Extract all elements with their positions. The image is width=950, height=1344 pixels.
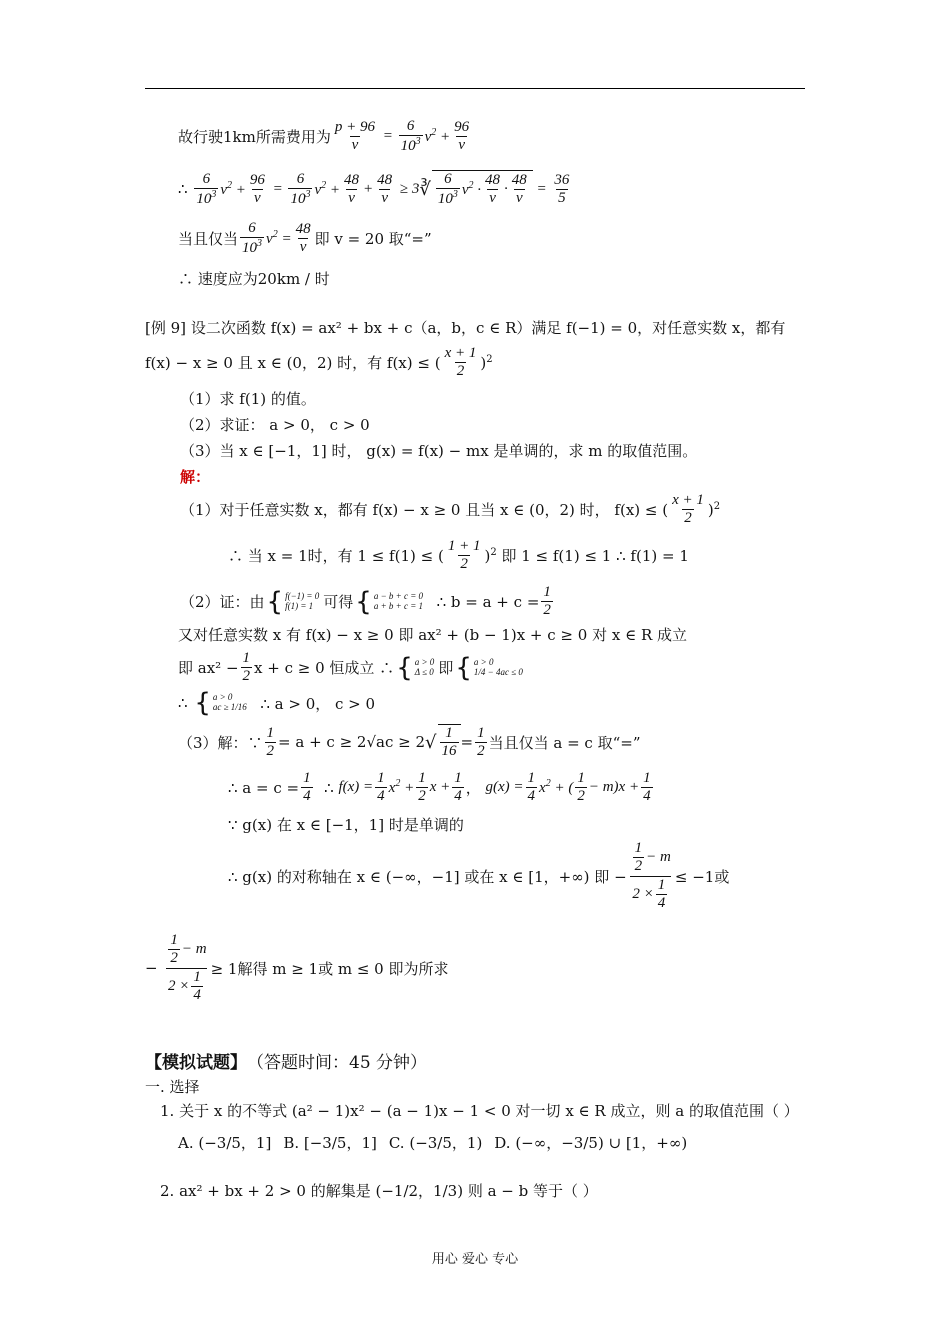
example9-statement-2: f(x) − x ≥ 0 且 x ∈ (0，2) 时，有 f(x) ≤ ( $\frac{x + 1}{2}$ )$^2$: [145, 345, 493, 380]
speed-line: [178, 268, 330, 289]
cost-line: 故行驶1km所需费用为 $\frac{p + 96}{v}$ = $\frac{6}{10^3}$ $v^2$ + $\frac{96}{v}$: [178, 118, 470, 155]
frac-half-d: $\frac{1}{2}$: [477, 724, 485, 759]
frac-cost: $\frac{p + 96}{v}$: [334, 119, 375, 154]
frac-quarter-a: $\frac{1}{4}$: [303, 770, 311, 805]
s2b: [178, 624, 687, 645]
frac-b: $\frac{96}{v}$: [249, 171, 265, 206]
s2d-text: ∴ a > 0， c > 0: [260, 694, 376, 713]
solve-label-text: 解：: [180, 468, 211, 486]
s3a-text-a: （3）解：∵: [178, 733, 263, 752]
example9-statement-1: [145, 317, 785, 338]
s2b-text: 又对任意实数 x 有 f(x) − x ≥ 0 即 ax² + (b − 1)x + c ≥ 0 对 x ∈ R 成立: [178, 626, 688, 644]
mock-time: （答题时间：45 分钟）: [247, 1053, 428, 1073]
frac-half-a: $\frac{1}{2}$: [543, 584, 551, 619]
system-4: a > 0 1/4 − 4ac ≤ 0: [473, 656, 523, 677]
s1b: ∴ 当 x = 1时，有 1 ≤ f(1) ≤ ( $\frac{1 + 1}{2}$ )$^2$ 即 1 ≤ f(1) ≤ 1 ∴ f(1) = 1: [228, 538, 689, 573]
s2a: （2）证：由 { f(−1) = 0 f(1) = 1 可得 { a − b + c = 0 a + b + c = 1 ∴ b = a + c = $\frac{1}{2}$: [180, 584, 551, 619]
cost-text: 故行驶1km所需费用为: [178, 128, 331, 147]
system-2: a − b + c = 0 a + b + c = 1: [373, 590, 424, 611]
option-a: A. (−3/5，1]: [178, 1134, 272, 1152]
frac-half-b: $\frac{1}{2}$: [242, 650, 251, 685]
s3a-text-d: 当且仅当 a = c 取“=”: [488, 733, 641, 752]
equality-text-b: 即 v = 20 取“=”: [314, 230, 432, 249]
s3c-text: ∵ g(x) 在 x ∈ [−1，1] 时是单调的: [228, 816, 464, 834]
frac-axis-b: $\frac{1}{2}$ − m 2 × $\frac{1}{4}$: [168, 932, 207, 1003]
speed-text: ∴ 速度应为20km / 时: [178, 270, 330, 288]
mock-q1-text: 1. 关于 x 的不等式 (a² − 1)x² − (a − 1)x − 1 < 0 对一切 x ∈ R 成立，则 a 的取值范围（ ）: [160, 1102, 799, 1120]
frac-quarter-c: $\frac{1}{4}$: [454, 770, 462, 805]
s2c-text-b: x + c ≥ 0 恒成立 ∴: [254, 659, 395, 678]
mock-q2-text: 2. ax² + bx + 2 > 0 的解集是 (−1/2，1/3) 则 a − b 等于（ ）: [160, 1182, 598, 1200]
system-1: f(−1) = 0 f(1) = 1: [285, 590, 320, 611]
frac-half-c: $\frac{1}{2}$: [266, 724, 275, 759]
option-d: D. (−∞，−3/5) ∪ [1，+∞): [494, 1134, 688, 1152]
s2a-text-c: ∴ b = a + c =: [436, 592, 540, 611]
mock-q1-options: [178, 1132, 687, 1153]
s3a-text-c: =: [460, 733, 474, 752]
example-label: [例 9]: [145, 319, 187, 337]
solve-label: [180, 466, 210, 487]
s2c: 即 ax² − $\frac{1}{2}$ x + c ≥ 0 恒成立 ∴ { a > 0 Δ ≤ 0 即 { a > 0 1/4 − 4ac ≤ 0: [178, 650, 523, 685]
q1-text: （1）求 f(1) 的值。: [180, 390, 316, 408]
s1b-text-a: ∴ 当 x = 1时，有 1 ≤ f(1) ≤ (: [228, 547, 444, 566]
s2c-text-a: 即 ax² −: [178, 659, 239, 678]
amgm-line: ∴ $\frac{6}{10^3}$ $v^2$ + $\frac{96}{v}$ = $\frac{6}{10^3}$ $v^2$ + $\frac{48}{v}$ + $\frac{48}{v}$ ≥ 3 ∛ $\frac{6}{10^3}$ $v^2$ · $\frac{48}{v}$ · $\frac{48}{v}$ = $\frac{36}{5}$: [178, 170, 570, 208]
equality-text-a: 当且仅当: [178, 230, 239, 249]
frac-eq-a: $\frac{6}{10^3}$: [242, 220, 263, 257]
mock-title: 【模拟试题】: [145, 1053, 247, 1073]
q3: [180, 440, 697, 461]
frac-6-1000: $\frac{6}{10^3}$: [400, 118, 421, 155]
option-b: B. [−3/5，1]: [283, 1134, 377, 1152]
option-c: C. (−3/5，1): [388, 1134, 483, 1152]
s3e: − $\frac{1}{2}$ − m 2 × $\frac{1}{4}$ ≥ 1解得 m ≥ 1或 m ≤ 0 即为所求: [145, 932, 449, 1003]
s3b: ∴ a = c = $\frac{1}{4}$ ∴ f(x) = $\frac{1}{4}$ $x^2$ + $\frac{1}{2}$ x + $\frac{1}{4}$ ， g(x) = $\frac{1}{4}$ $x^2$ + ( $\frac{1}{2}$ − m)x + $\frac{1}{4}$: [228, 770, 651, 805]
frac-a: $\frac{6}{10^3}$: [196, 170, 217, 207]
frac-quarter-d: $\frac{1}{4}$: [527, 770, 536, 805]
q2-text: （2）求证： a > 0， c > 0: [180, 416, 370, 434]
s2c-text-c: 即: [438, 659, 454, 678]
system-3: a > 0 Δ ≤ 0: [414, 656, 435, 677]
s2a-text-a: （2）证：由: [180, 593, 265, 612]
s2a-text-b: 可得: [323, 593, 354, 612]
frac-quarter-b: $\frac{1}{4}$: [377, 770, 385, 805]
frac-36-5: $\frac{36}{5}$: [554, 171, 570, 206]
s1a-text: （1）对于任意实数 x，都有 f(x) − x ≥ 0 且当 x ∈ (0，2) 时， f(x) ≤ (: [180, 501, 669, 520]
mock-header: [145, 1048, 427, 1073]
example-stmt2: f(x) − x ≥ 0 且 x ∈ (0，2) 时，有 f(x) ≤ (: [145, 354, 441, 373]
s3d-text-b: ≤ −1或: [674, 867, 730, 886]
s1b-text-b: 即 1 ≤ f(1) ≤ 1 ∴ f(1) = 1: [501, 547, 689, 566]
frac-half-f: $\frac{1}{2}$: [577, 770, 585, 805]
s3d-text-a: ∴ g(x) 的对称轴在 x ∈ (−∞，−1] 或在 x ∈ [1，+∞) 即 −: [228, 867, 627, 886]
frac-axis-a: $\frac{1}{2}$ − m 2 × $\frac{1}{4}$: [632, 840, 671, 911]
s2d: ∴ { a > 0 ac ≥ 1/16 ∴ a > 0， c > 0: [178, 688, 376, 718]
mock-q1: [160, 1100, 799, 1121]
frac-c: $\frac{6}{10^3}$: [290, 170, 311, 207]
q2: [180, 414, 370, 435]
q3-text: （3）当 x ∈ [−1，1] 时， g(x) = f(x) − mx 是单调的，求 m 的取值范围。: [180, 442, 698, 460]
header-rule: [145, 88, 805, 89]
frac-eq-b: $\frac{48}{v}$: [295, 221, 311, 256]
equality-line: 当且仅当 $\frac{6}{10^3}$ $v^2$ = $\frac{48}{v}$ 即 v = 20 取“=”: [178, 220, 432, 257]
s3d: [228, 840, 729, 912]
s3a: （3）解：∵ $\frac{1}{2}$ = a + c ≥ 2√ac ≥ 2 √ $\frac{1}{16}$ = $\frac{1}{2}$ 当且仅当 a = c 取“=”: [178, 724, 641, 760]
frac-s1b: $\frac{1 + 1}{2}$: [447, 538, 481, 573]
example-stmt1: 设二次函数 f(x) = ax² + bx + c（a，b，c ∈ R）满足 f(−1) = 0，对任意实数 x，都有: [190, 319, 786, 337]
frac-quarter-e: $\frac{1}{4}$: [643, 770, 651, 805]
s3b-text: ∴ a = c =: [228, 778, 300, 797]
mock-section: [145, 1076, 200, 1097]
s1a: （1）对于任意实数 x，都有 f(x) − x ≥ 0 且当 x ∈ (0，2) 时， f(x) ≤ ( $\frac{x + 1}{2}$ )$^2$: [180, 492, 721, 527]
s3c: [228, 814, 464, 835]
page-footer: 用心 爱心 专心: [431, 1252, 519, 1267]
system-5: a > 0 ac ≥ 1/16: [212, 692, 247, 712]
frac-e: $\frac{48}{v}$: [377, 171, 393, 206]
mock-q2: [160, 1180, 598, 1201]
s3e-text: ≥ 1解得 m ≥ 1或 m ≤ 0 即为所求: [210, 959, 449, 978]
mock-section-text: 一. 选择: [145, 1078, 200, 1096]
frac-d: $\frac{48}{v}$: [344, 171, 360, 206]
frac-half-e: $\frac{1}{2}$: [418, 770, 426, 805]
q1: [180, 388, 316, 409]
frac-x1-2: $\frac{x + 1}{2}$: [444, 345, 477, 380]
s3a-text-b: = a + c ≥ 2√ac ≥ 2: [278, 733, 426, 752]
frac-96-v: $\frac{96}{v}$: [454, 119, 470, 154]
frac-s1a: $\frac{x + 1}{2}$: [672, 492, 704, 527]
